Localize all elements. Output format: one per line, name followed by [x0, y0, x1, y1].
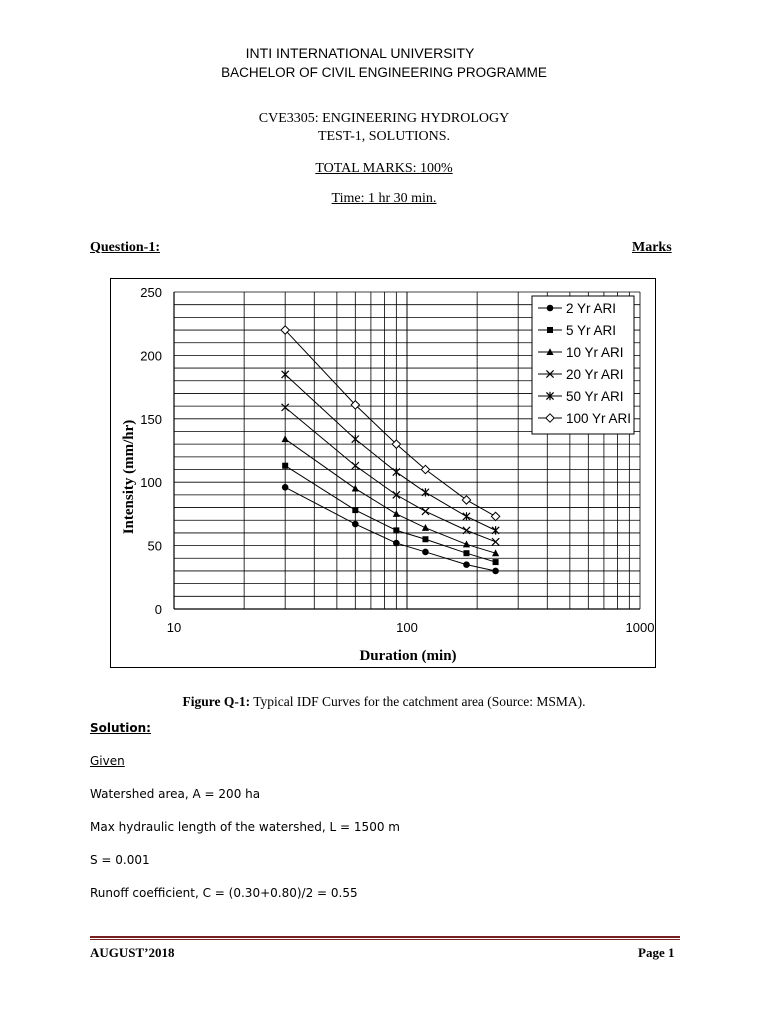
data-point [547, 305, 554, 312]
legend-label: 20 Yr ARI [566, 367, 624, 382]
data-point [422, 488, 429, 496]
data-point [393, 468, 400, 476]
watershed-area: Watershed area, A = 200 ha [90, 787, 261, 801]
legend-label: 100 Yr ARI [566, 411, 632, 426]
slope-value: S = 0.001 [90, 853, 150, 867]
solution-heading: Solution: [90, 721, 151, 735]
x-tick-label: 1000 [625, 620, 655, 635]
data-point [282, 484, 289, 491]
idf-chart [110, 278, 656, 668]
footer-rule-thin [90, 939, 680, 940]
data-point [352, 485, 359, 492]
data-point [352, 507, 358, 513]
figure-caption: Figure Q-1: Typical IDF Curves for the catchment area (Source: MSMA). [182, 694, 586, 709]
y-tick-label: 100 [140, 475, 162, 491]
idf-chart-svg [111, 279, 657, 669]
data-point [463, 550, 469, 556]
x-tick-label: 10 [166, 620, 182, 635]
series-line [285, 439, 495, 553]
y-tick-label: 150 [140, 411, 162, 427]
y-tick-label: 200 [140, 348, 162, 364]
data-point [463, 561, 470, 568]
data-point [422, 536, 428, 542]
total-marks: TOTAL MARKS: 100% [315, 161, 453, 176]
legend-label: 5 Yr ARI [566, 323, 617, 338]
page-number: Page 1 [638, 945, 675, 960]
y-axis-title: Intensity (mm/hr) [121, 419, 137, 535]
data-point [393, 527, 399, 533]
data-point [463, 512, 470, 520]
data-point [492, 568, 499, 575]
data-point [393, 540, 400, 547]
legend-label: 10 Yr ARI [566, 345, 624, 360]
course-title: CVE3305: ENGINEERING HYDROLOGY [258, 111, 510, 126]
programme-name: BACHELOR OF CIVIL ENGINEERING PROGRAMME [221, 65, 547, 80]
test-title: TEST-1, SOLUTIONS. [317, 129, 451, 144]
footer-rule [90, 936, 680, 938]
legend-label: 50 Yr ARI [566, 389, 624, 404]
series-line [285, 407, 495, 541]
data-point [352, 435, 359, 443]
data-point [282, 435, 289, 442]
data-point [462, 496, 470, 504]
data-point [352, 521, 359, 528]
marks-label: Marks [632, 240, 672, 255]
x-tick-label: 100 [396, 620, 418, 635]
footer-date: AUGUST’2018 [90, 945, 175, 960]
x-axis-title: Duration (min) [359, 648, 457, 664]
series-line [285, 330, 495, 516]
series-line [285, 374, 495, 530]
given-heading: Given [90, 754, 125, 768]
hydraulic-length: Max hydraulic length of the watershed, L = 1500 m [90, 820, 400, 834]
data-point [492, 526, 499, 534]
data-point [491, 512, 499, 520]
y-tick-label: 0 [154, 602, 162, 617]
data-point [422, 508, 429, 515]
y-tick-label: 50 [147, 538, 162, 554]
test-time: Time: 1 hr 30 min. [331, 191, 437, 206]
y-tick-label: 250 [140, 285, 162, 300]
data-point [393, 510, 400, 517]
legend-label: 2 Yr ARI [566, 301, 617, 316]
data-point [282, 370, 289, 378]
data-point [493, 559, 499, 565]
runoff-coefficient: Runoff coefficient, C = (0.30+0.80)/2 = 0.55 [90, 886, 358, 900]
data-point [463, 541, 470, 548]
data-point [547, 327, 553, 333]
question-label: Question-1: [90, 240, 160, 255]
data-point [282, 463, 288, 469]
data-point [422, 549, 429, 556]
university-name: INTI INTERNATIONAL UNIVERSITY [245, 45, 475, 61]
data-point [422, 524, 429, 531]
data-point [492, 538, 499, 545]
